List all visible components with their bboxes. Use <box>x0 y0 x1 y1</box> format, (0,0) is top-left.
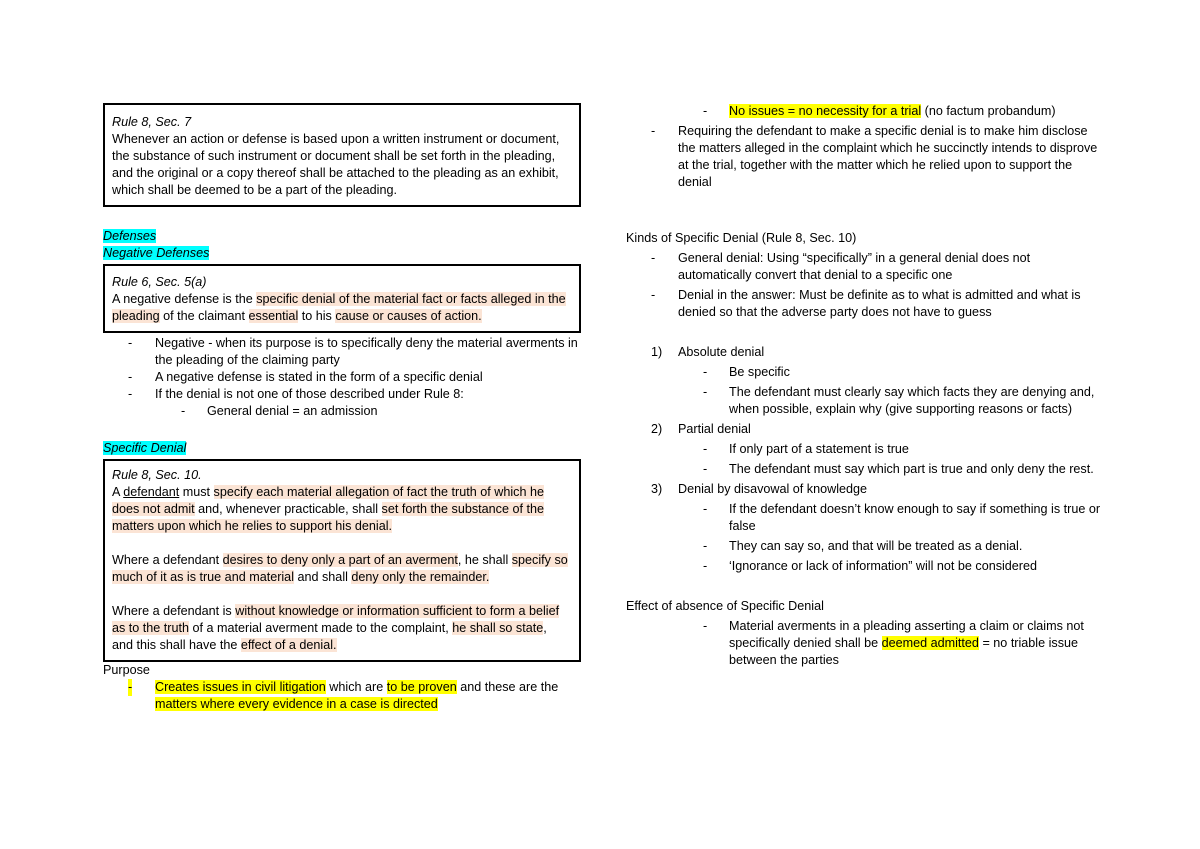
list-item: - Material averments in a pleading asserting a claim or claims not specifically denied shall be deemed admitted = no triable issue between the parties <box>703 619 1084 667</box>
list-item: - If only part of a statement is true <box>703 442 909 456</box>
box-title: Rule 6, Sec. 5(a) <box>112 275 207 289</box>
box-text: A negative defense is the specific denial of the material fact or facts alleged in the pleading of the claimant essential to his cause or causes of action. <box>112 292 566 323</box>
list-item: - If the denial is not one of those described under Rule 8: <box>128 387 464 401</box>
list-item: - Creates issues in civil litigation which are to be proven and these are the matters where every evidence in a case is directed <box>128 680 559 711</box>
list-item: - If the defendant doesn’t know enough to say if something is true or false <box>703 502 1101 533</box>
box-para: A defendant must specify each material allegation of fact the truth of which he does not admit and, whenever practicable, shall set forth the substance of the matters upon which he relies to support his denial. <box>112 485 544 533</box>
list-item: - ‘Ignorance or lack of information” will not be considered <box>703 559 1038 573</box>
box-title: Rule 8, Sec. 7 <box>112 115 192 129</box>
heading-effect: Effect of absence of Specific Denial <box>626 599 824 613</box>
numbered-item: 2) Partial denial <box>651 422 751 436</box>
list-item: - General denial = an admission <box>181 404 378 418</box>
box-text: Whenever an action or defense is based upon a written instrument or document, the substance of such instrument or document shall be set forth in the pleading, and the original or a copy thereof shall be attached to the pleading as an exhibit, which shall be deemed to be a part of the pleading. <box>112 132 560 197</box>
right-column <box>626 103 1106 669</box>
heading-specific-denial: Specific Denial <box>103 441 187 455</box>
purpose-label: Purpose <box>103 663 150 677</box>
box-para: Where a defendant is without knowledge or information sufficient to form a belief as to the truth of a material averment made to the complaint, he shall so state, and this shall have the effect of a denial. <box>112 604 560 652</box>
negative-bullets <box>103 335 581 420</box>
heading-negative-defenses: Negative Defenses <box>103 246 210 260</box>
list-item: - The defendant must say which part is true and only deny the rest. <box>703 462 1094 476</box>
list-item: - Be specific <box>703 365 790 379</box>
rule8-sec10-box <box>103 459 581 662</box>
left-column <box>103 103 581 713</box>
rule8-sec7-box <box>103 103 581 207</box>
list-item: - No issues = no necessity for a trial (no factum probandum) <box>703 104 1056 118</box>
numbered-item: 1) Absolute denial <box>651 345 765 359</box>
numbered-item: 3) Denial by disavowal of knowledge <box>651 482 868 496</box>
list-item: - The defendant must clearly say which facts they are denying and, when possible, explain why (give supporting reasons or facts) <box>703 385 1095 416</box>
list-item: - Requiring the defendant to make a specific denial is to make him disclose the matters alleged in the complaint which he succinctly intends to disprove at the trial, together with the matter which he relied upon to support the denial <box>651 124 1098 189</box>
box-para: Where a defendant desires to deny only a part of an averment, he shall specify so much of it as is true and material and shall deny only the remainder. <box>112 553 568 584</box>
list-item: - Denial in the answer: Must be definite as to what is admitted and what is denied so that the adverse party does not have to guess <box>651 288 1081 319</box>
heading-kinds: Kinds of Specific Denial (Rule 8, Sec. 10) <box>626 231 857 245</box>
rule6-sec5a-box <box>103 264 581 333</box>
list-item: - They can say so, and that will be treated as a denial. <box>703 539 1023 553</box>
box-title: Rule 8, Sec. 10. <box>112 468 202 482</box>
list-item: - Negative - when its purpose is to specifically deny the material averments in the pleading of the claiming party <box>128 336 578 367</box>
list-item: - A negative defense is stated in the form of a specific denial <box>128 370 483 384</box>
heading-defenses: Defenses <box>103 229 157 243</box>
list-item: - General denial: Using “specifically” in a general denial does not automatically convert that denial to a specific one <box>651 251 1031 282</box>
